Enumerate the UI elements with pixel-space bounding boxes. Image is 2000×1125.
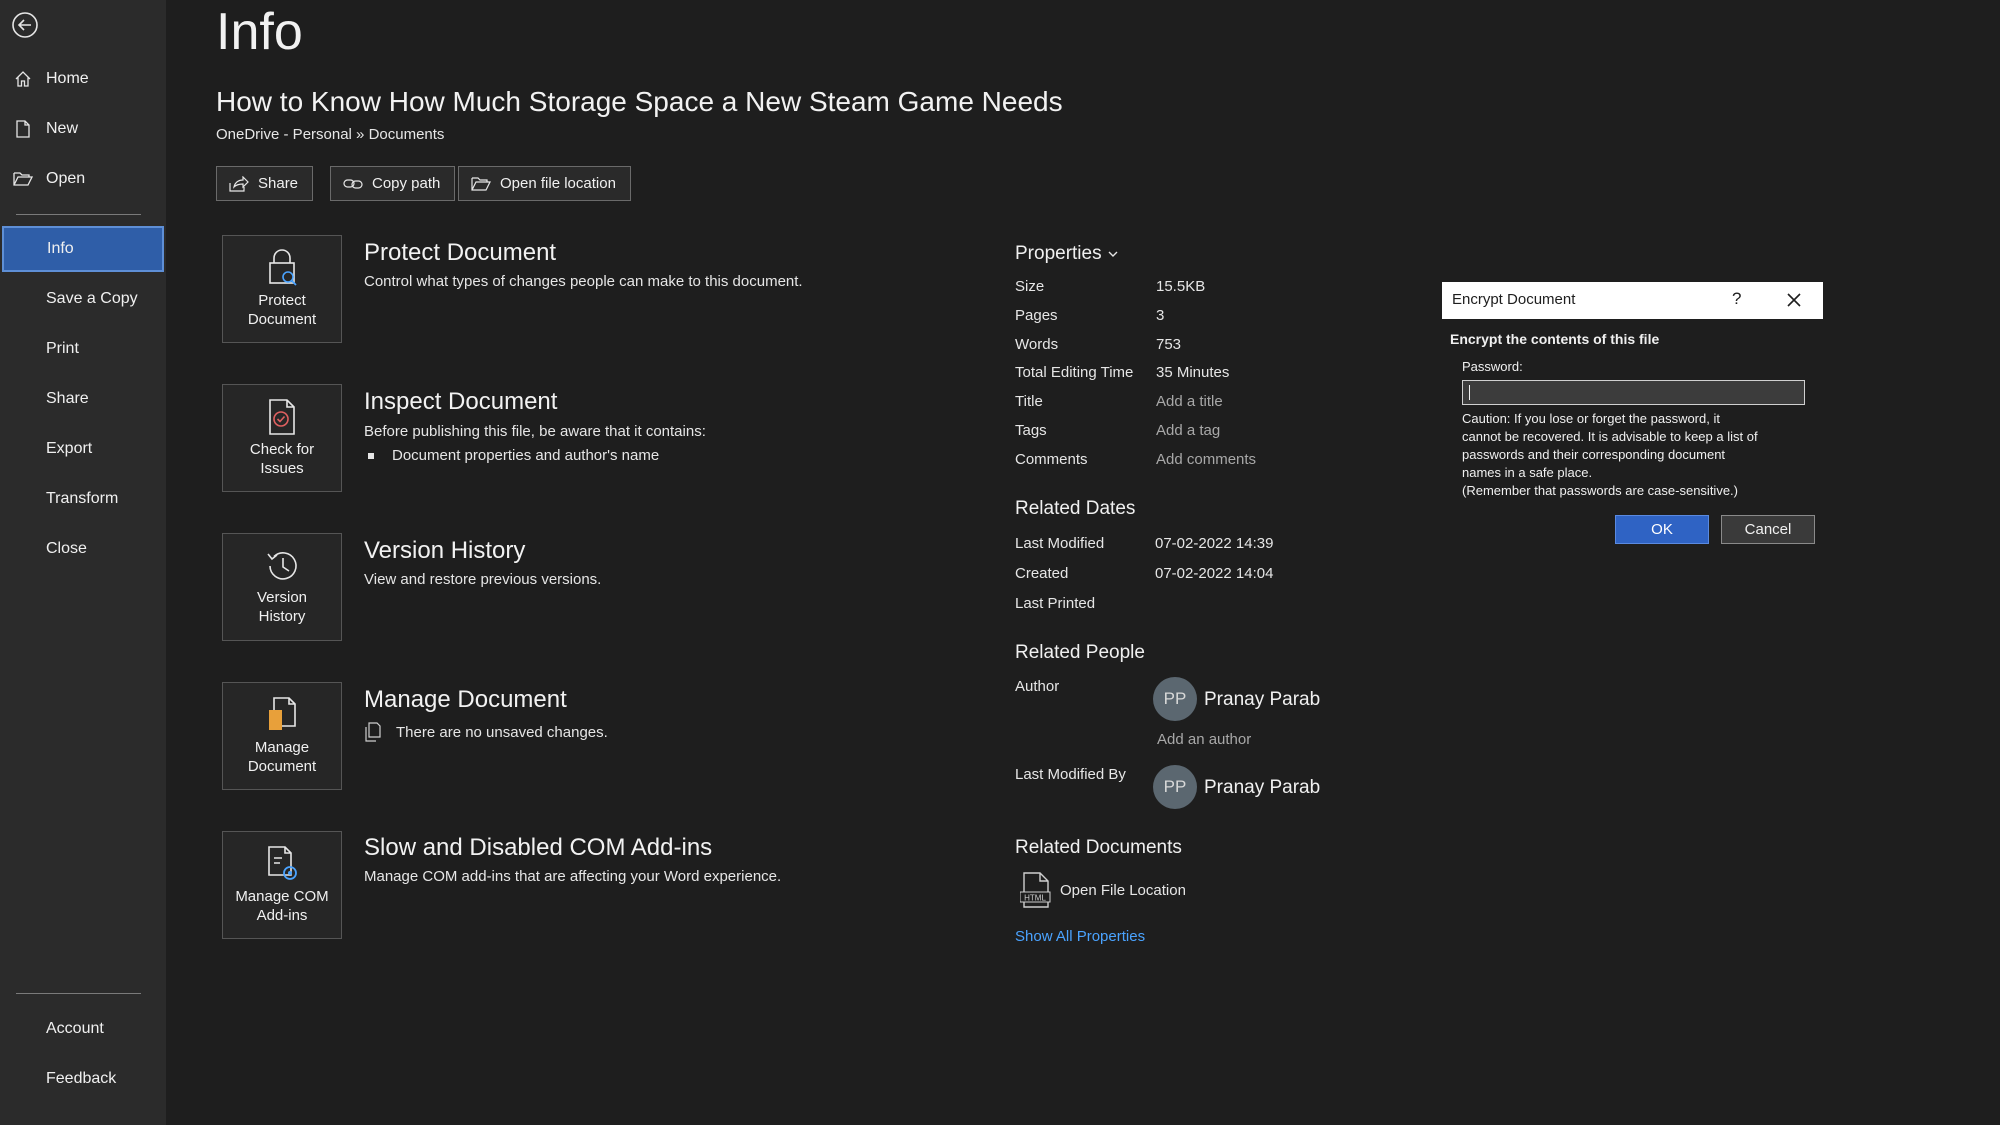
- related-dates-heading: Related Dates: [1015, 498, 1136, 519]
- nav-transform[interactable]: [0, 476, 166, 522]
- caution-text: [1462, 410, 1812, 500]
- nav-account[interactable]: [0, 1006, 166, 1052]
- prop-value-editing-time: 35 Minutes: [1156, 364, 1230, 381]
- nav-divider-bottom: [16, 993, 141, 994]
- encrypt-document-dialog: [1442, 282, 1823, 562]
- share-icon: [229, 176, 249, 192]
- date-value-created: 07-02-2022 14:04: [1155, 565, 1274, 582]
- version-history-tile-label-1: Version: [256, 589, 308, 606]
- related-documents-heading: Related Documents: [1015, 837, 1182, 858]
- document-path[interactable]: OneDrive - Personal » Documents: [216, 126, 445, 143]
- open-file-location-label: Open File Location: [1060, 881, 1186, 899]
- inspect-bullet-text: Document properties and author's name: [392, 447, 660, 464]
- nav-export-label: Export: [46, 440, 93, 457]
- nav-save-a-copy-label: Save a Copy: [46, 290, 138, 307]
- caution-line-3: passwords and their corresponding document: [1462, 447, 1726, 462]
- nav-close-label: Close: [46, 540, 87, 557]
- nav-info[interactable]: [2, 226, 164, 272]
- dialog-titlebar: [1442, 282, 1823, 319]
- nav-info-label: Info: [47, 240, 74, 257]
- date-value-last-modified: 07-02-2022 14:39: [1155, 535, 1274, 552]
- nav-feedback[interactable]: [0, 1056, 166, 1102]
- prop-label-size: Size: [1015, 278, 1045, 295]
- caution-line-2: cannot be recovered. It is advisable to keep a list of: [1462, 429, 1758, 444]
- manage-document-description: There are no unsaved changes.: [396, 723, 608, 741]
- inspect-bullet-item: [368, 447, 659, 464]
- manage-document-button[interactable]: [222, 682, 342, 790]
- chevron-down-icon: [1108, 251, 1118, 257]
- version-history-description: View and restore previous versions.: [364, 571, 602, 588]
- manage-com-addins-tile-label-1: Manage COM: [235, 888, 329, 905]
- check-for-issues-button[interactable]: [222, 384, 342, 492]
- help-button[interactable]: ?: [1732, 289, 1742, 308]
- home-icon: [0, 70, 46, 88]
- copy-path-button[interactable]: [330, 166, 455, 201]
- folder-open-icon: [471, 176, 491, 192]
- share-button[interactable]: [216, 166, 313, 201]
- open-file-location-button-label: Open file location: [500, 175, 616, 192]
- nav-export[interactable]: [0, 426, 166, 472]
- back-arrow-icon: [11, 11, 39, 39]
- share-button-label: Share: [258, 175, 299, 192]
- svg-text:HTML: HTML: [1024, 893, 1046, 903]
- date-label-last-printed: Last Printed: [1015, 595, 1096, 612]
- prop-label-tags: Tags: [1015, 422, 1047, 439]
- new-document-icon: [0, 120, 46, 138]
- document-title: How to Know How Much Storage Space a New Steam Game Needs: [216, 86, 1063, 117]
- date-label-last-modified: Last Modified: [1015, 535, 1105, 552]
- protect-document-tile-label: Protect Document: [247, 292, 317, 328]
- modified-by-name[interactable]: Pranay Parab: [1204, 777, 1321, 798]
- nav-account-label: Account: [46, 1020, 104, 1037]
- open-file-location-button[interactable]: [458, 166, 631, 201]
- protect-document-button[interactable]: [222, 235, 342, 343]
- ok-button[interactable]: OK: [1615, 515, 1709, 544]
- manage-document-icon: [265, 696, 299, 734]
- caution-line-1: Caution: If you lose or forget the password, it: [1462, 411, 1720, 426]
- prop-label-pages: Pages: [1015, 307, 1058, 324]
- prop-value-words: 753: [1156, 336, 1182, 353]
- protect-document-description: Control what types of changes people can make to this document.: [364, 273, 803, 290]
- prop-label-words: Words: [1015, 336, 1059, 353]
- properties-heading: Properties: [1015, 243, 1102, 264]
- caution-line-5: (Remember that passwords are case-sensitive.): [1462, 483, 1738, 498]
- prop-label-title: Title: [1015, 393, 1043, 410]
- add-author-link[interactable]: Add an author: [1157, 731, 1252, 748]
- nav-share-label: Share: [46, 390, 89, 407]
- manage-document-tile-label-2: Document: [247, 758, 317, 775]
- open-file-location-link[interactable]: [1020, 872, 1186, 908]
- folder-open-icon: [0, 171, 46, 187]
- manage-com-addins-tile-label-2: Add-ins: [256, 907, 308, 924]
- protect-document-heading: Protect Document: [364, 239, 557, 266]
- nav-divider: [16, 214, 141, 215]
- password-label: Password:: [1462, 359, 1523, 374]
- version-history-button[interactable]: [222, 533, 342, 641]
- inspect-document-icon: [265, 398, 299, 436]
- password-input[interactable]: [1462, 380, 1805, 405]
- author-name[interactable]: Pranay Parab: [1204, 689, 1321, 710]
- com-addins-icon: [263, 845, 301, 883]
- check-for-issues-tile-label-2: Issues: [260, 460, 304, 477]
- prop-label-comments: Comments: [1015, 451, 1088, 468]
- prop-value-pages: 3: [1156, 307, 1165, 324]
- nav-print-label: Print: [46, 340, 79, 357]
- version-history-tile-label-2: History: [258, 608, 306, 625]
- modified-by-avatar[interactable]: PP: [1153, 765, 1197, 809]
- author-avatar[interactable]: PP: [1153, 677, 1197, 721]
- com-addins-heading: Slow and Disabled COM Add-ins: [364, 834, 713, 861]
- prop-value-comments-input[interactable]: Add comments: [1156, 451, 1257, 468]
- nav-close[interactable]: [0, 526, 166, 572]
- nav-open-label: Open: [46, 170, 86, 187]
- nav-feedback-label: Feedback: [46, 1070, 117, 1087]
- dialog-title: Encrypt Document: [1452, 291, 1576, 308]
- version-history-heading: Version History: [364, 537, 526, 564]
- manage-com-addins-button[interactable]: [222, 831, 342, 939]
- dialog-heading: Encrypt the contents of this file: [1450, 331, 1660, 347]
- close-icon[interactable]: [1784, 290, 1804, 310]
- backstage-sidebar: [0, 0, 166, 1125]
- bullet-marker: [368, 453, 374, 459]
- nav-print[interactable]: [0, 326, 166, 372]
- prop-value-title-input[interactable]: Add a title: [1156, 393, 1223, 410]
- check-for-issues-tile-label-1: Check for: [249, 441, 315, 458]
- last-modified-by-label: Last Modified By: [1015, 766, 1126, 783]
- info-pane: [166, 0, 2000, 1125]
- date-label-created: Created: [1015, 565, 1069, 582]
- nav-share[interactable]: [0, 376, 166, 422]
- manage-document-heading: Manage Document: [364, 686, 567, 713]
- nav-home-label: Home: [46, 70, 89, 87]
- nav-save-a-copy[interactable]: [0, 276, 166, 322]
- link-icon: [343, 177, 363, 191]
- nav-new[interactable]: [0, 106, 166, 152]
- inspect-document-heading: Inspect Document: [364, 388, 558, 415]
- show-all-properties-link[interactable]: Show All Properties: [1015, 928, 1146, 945]
- cancel-button[interactable]: Cancel: [1721, 515, 1815, 544]
- nav-open[interactable]: [0, 156, 166, 202]
- nav-transform-label: Transform: [46, 490, 119, 507]
- document-copy-icon: [364, 722, 382, 742]
- nav-new-label: New: [46, 120, 79, 137]
- manage-document-status: [364, 722, 608, 742]
- page-title: Info: [216, 3, 303, 61]
- copy-path-button-label: Copy path: [372, 175, 441, 192]
- manage-document-tile-label-1: Manage: [254, 739, 310, 756]
- com-addins-description: Manage COM add-ins that are affecting your Word experience.: [364, 868, 782, 885]
- prop-value-size: 15.5KB: [1156, 278, 1206, 295]
- back-button[interactable]: [10, 10, 40, 40]
- lock-icon: [265, 249, 299, 287]
- html-file-icon: [1020, 872, 1052, 908]
- nav-home[interactable]: [0, 56, 166, 102]
- author-label: Author: [1015, 678, 1060, 695]
- related-people-heading: Related People: [1015, 642, 1145, 663]
- caution-line-4: names in a safe place.: [1462, 465, 1593, 480]
- prop-label-editing-time: Total Editing Time: [1015, 364, 1134, 381]
- history-clock-icon: [263, 548, 301, 584]
- prop-value-tags-input[interactable]: Add a tag: [1156, 422, 1221, 439]
- inspect-document-description: Before publishing this file, be aware that it contains:: [364, 423, 706, 440]
- properties-dropdown[interactable]: [1015, 243, 1118, 265]
- text-cursor: [1469, 385, 1470, 400]
